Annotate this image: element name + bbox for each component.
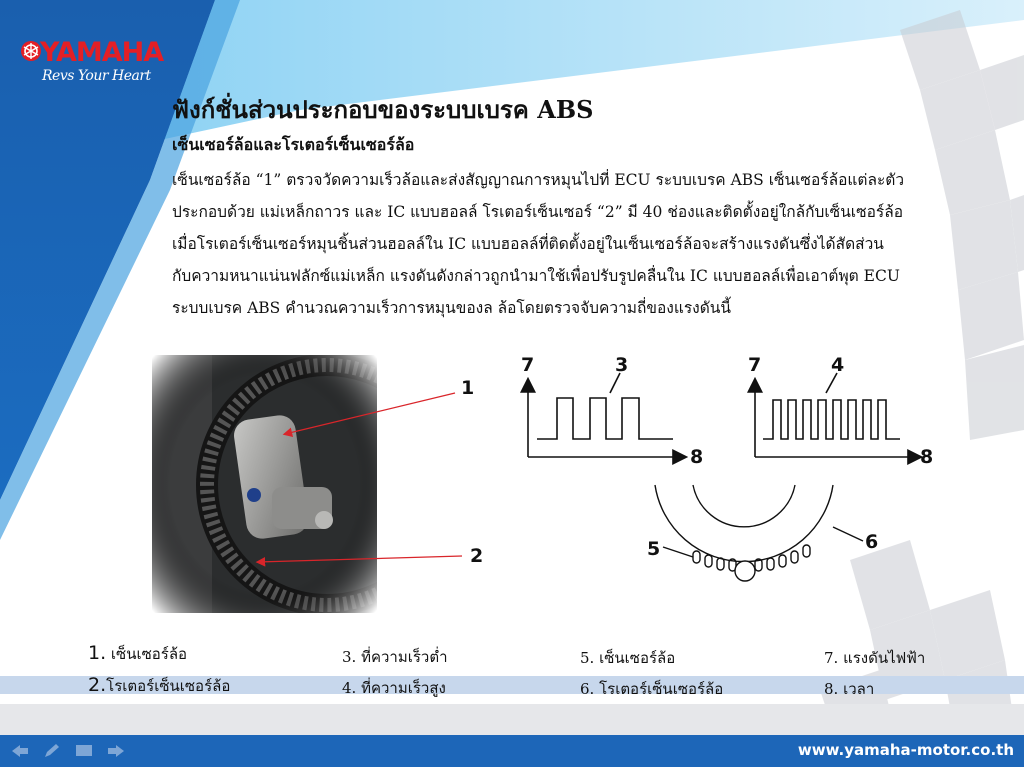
paragraph-line: กับความหนาแน่นฟลักซ์แม่เหล็ก แรงดันดังกล่าวถูกนำมาใช้เพื่อปรับรูปคลื่นใน IC แบบฮอลล์เพื่อเอาต์พุต ECU xyxy=(172,267,900,285)
paragraph-line: ระบบเบรค ABS คำนวณความเร็วการหมุนของล ล้อโดยตรวจจับความถี่ของแรงดันนี้ xyxy=(172,299,731,317)
legend-item-5: 5. เซ็นเซอร์ล้อ xyxy=(580,649,676,667)
graph2-x-label: 8 xyxy=(920,446,934,468)
sensor-label: 5 xyxy=(647,538,661,560)
legend-item-7: 7. แรงดันไฟฟ้า xyxy=(824,649,926,667)
callout-2: 2 xyxy=(470,545,484,567)
legend-text: โรเตอร์เซ็นเซอร์ล้อ xyxy=(106,677,231,695)
screen-icon[interactable] xyxy=(74,742,94,760)
website-url[interactable]: www.yamaha-motor.co.th xyxy=(797,741,1014,759)
brand-tagline: Revs Your Heart xyxy=(42,68,151,84)
arrow-right-icon[interactable] xyxy=(106,742,126,760)
arrow-left-icon[interactable] xyxy=(10,742,30,760)
graph2-wave-label: 4 xyxy=(831,354,845,376)
graph1-wave-label: 3 xyxy=(615,354,629,376)
brand-name: YAMAHA xyxy=(40,37,164,68)
pen-icon[interactable] xyxy=(42,742,62,760)
sensor-waveform-diagram xyxy=(515,345,945,590)
slide-title: ฟังก์ชั่นส่วนประกอบของระบบเบรค ABS xyxy=(172,95,594,124)
legend-text: เซ็นเซอร์ล้อ xyxy=(110,645,188,663)
legend-item-2 xyxy=(88,674,230,698)
legend-item-3: 3. ที่ความเร็วต่ำ xyxy=(342,648,448,666)
slide-subtitle: เซ็นเซอร์ล้อและโรเตอร์เซ็นเซอร์ล้อ xyxy=(172,135,415,154)
graph2-y-label: 7 xyxy=(748,354,762,376)
paragraph-line: ประกอบด้วย แม่เหล็กถาวร และ IC แบบฮอลล์ โรเตอร์เซ็นเซอร์ “2” มี 40 ช่องและติดตั้งอยู่ใกล้กับเซ็นเซอร์ล้อ xyxy=(172,203,904,221)
paragraph-line: เมื่อโรเตอร์เซ็นเซอร์หมุนชิ้นส่วนฮอลล์ใน IC แบบฮอลล์ที่ติดตั้งอยู่ในเซ็นเซอร์ล้อจะสร้างแรงดันซึ่งได้สัดส่วน xyxy=(172,235,884,253)
legend-number: 2. xyxy=(88,674,107,696)
graph1-y-label: 7 xyxy=(521,354,535,376)
paragraph-line: เซ็นเซอร์ล้อ “1” ตรวจวัดความเร็วล้อและส่งสัญญาณการหมุนไปที่ ECU ระบบเบรค ABS เซ็นเซอร์ล้อแต่ละตัว xyxy=(172,171,905,189)
legend-item-6: 6. โรเตอร์เซ็นเซอร์ล้อ xyxy=(580,680,724,698)
legend-item-4: 4. ที่ความเร็วสูง xyxy=(342,679,446,697)
legend-item-1 xyxy=(88,642,187,666)
callout-1: 1 xyxy=(461,377,475,399)
rotor-label: 6 xyxy=(865,531,879,553)
graph1-x-label: 8 xyxy=(690,446,704,468)
legend-number: 1. xyxy=(88,642,107,664)
footer-bar xyxy=(0,735,1024,767)
legend-item-8: 8. เวลา xyxy=(824,680,875,698)
